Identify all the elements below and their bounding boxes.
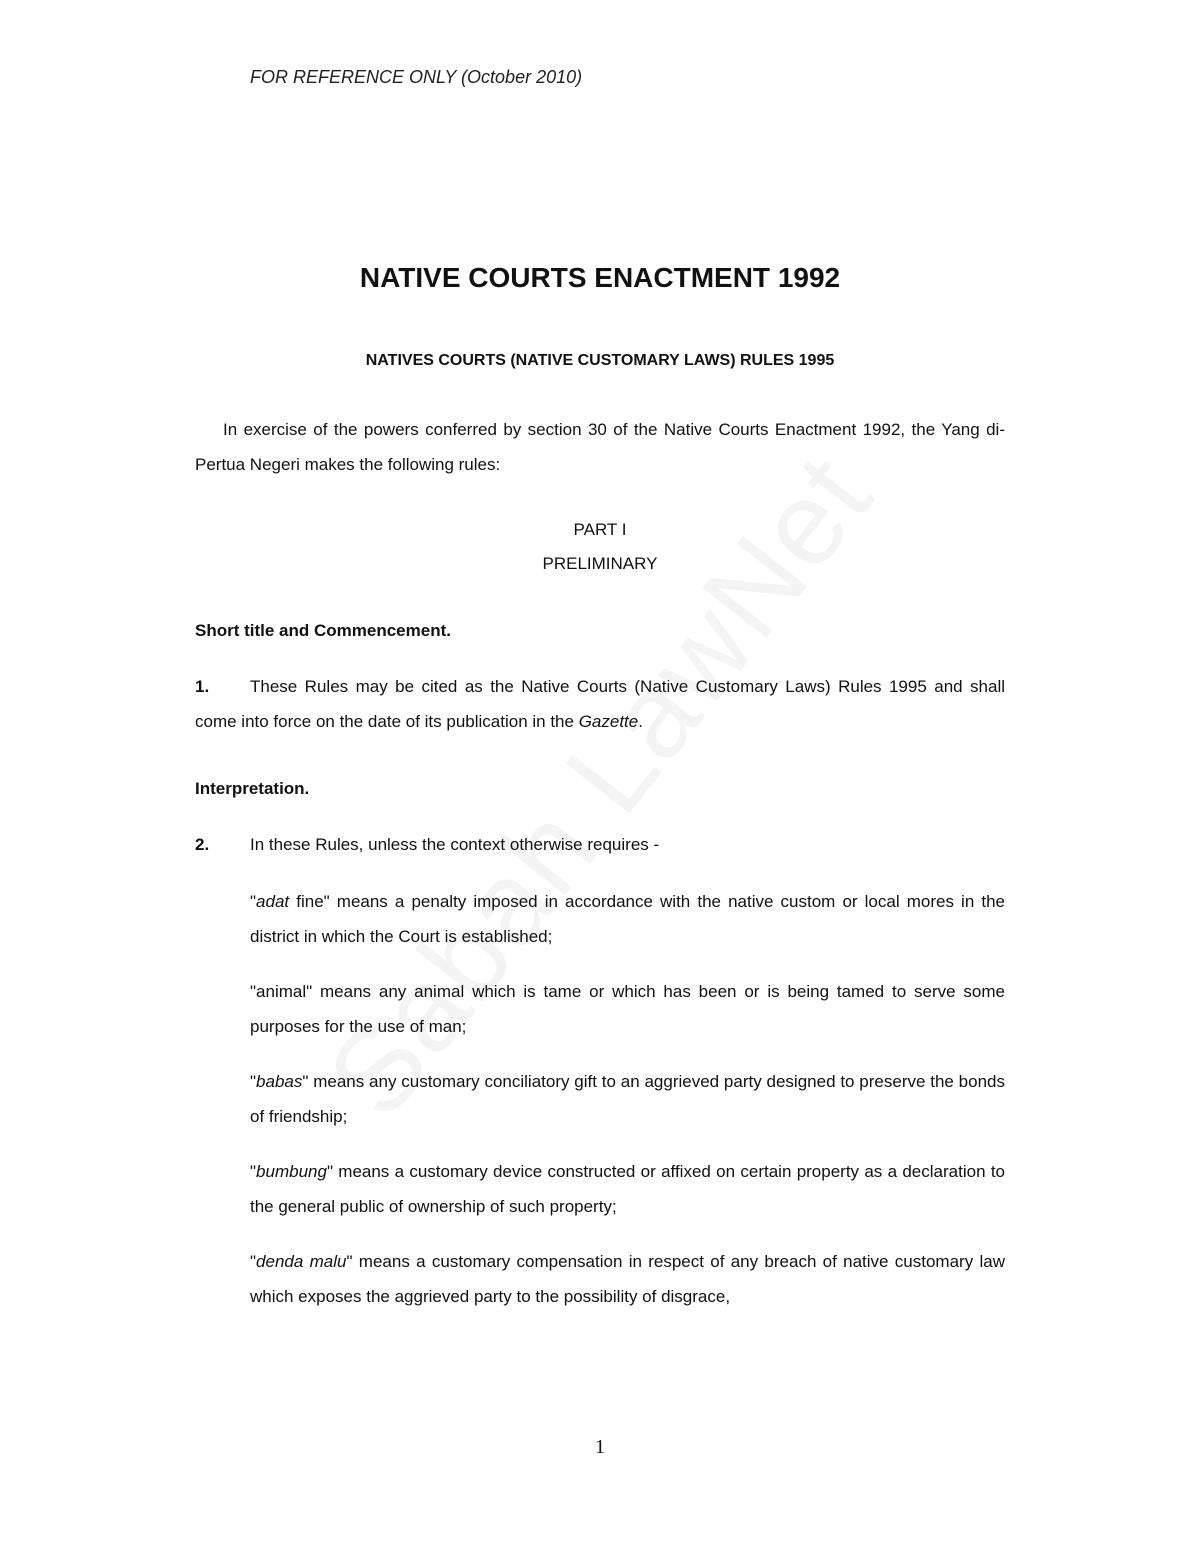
section-2-number: 2. <box>195 835 210 854</box>
definition-text: means any customary conciliatory gift to an aggrieved party designed to preserve the bonds of friendship; <box>250 1072 1005 1126</box>
section-1-text: These Rules may be cited as the Native Courts (Native Customary Laws) Rules 1995 and shall come into force on the date of its publication in the <box>195 677 1005 731</box>
definition-text: means a customary compensation in respect of any breach of native customary law which exposes the aggrieved party to the possibility of disgrace, <box>250 1252 1006 1306</box>
definition-text: means a customary device constructed or affixed on certain property as a declaration to the general public of ownership of such property; <box>250 1162 1005 1216</box>
definition-animal <box>250 975 1005 1044</box>
section-1-body <box>195 670 1005 739</box>
document-title: NATIVE COURTS ENACTMENT 1992 <box>359 262 841 293</box>
section-2-text: In these Rules, unless the context otherwise requires - <box>250 835 660 854</box>
definition-bumbung <box>250 1155 1005 1224</box>
definition-quote: " <box>302 1072 309 1091</box>
section-heading-interpretation: Interpretation. <box>195 779 310 798</box>
definition-quote: " <box>250 892 257 911</box>
reference-note: FOR REFERENCE ONLY (October 2010) <box>250 67 583 87</box>
section-1-end: . <box>638 711 643 731</box>
definition-quote: " <box>250 1162 257 1181</box>
section-heading-short-title: Short title and Commencement. <box>195 621 451 640</box>
document-subtitle: NATIVES COURTS (NATIVE CUSTOMARY LAWS) RULES 1995 <box>365 352 835 369</box>
section-1-number: 1. <box>195 677 210 696</box>
definition-term: adat <box>256 892 290 911</box>
definition-text: means a penalty imposed in accordance with the native custom or local mores in the district in which the Court is established; <box>250 892 1005 946</box>
part-title: PRELIMINARY <box>542 554 658 573</box>
definition-quote: " <box>326 1162 333 1181</box>
part-label: PART I <box>573 520 627 539</box>
definition-term: bumbung <box>256 1162 327 1181</box>
definition-quote: " <box>250 1252 257 1271</box>
definition-term: babas <box>256 1072 303 1091</box>
definition-quote: " <box>346 1252 353 1271</box>
definition-quote: " <box>250 1072 257 1091</box>
gazette-text: Gazette <box>578 711 639 731</box>
definition-quote: "animal" <box>250 982 313 1001</box>
definition-babas <box>250 1065 1005 1134</box>
definition-adat-fine <box>250 885 1005 954</box>
definition-denda-malu <box>250 1245 1005 1314</box>
definition-quote: fine" <box>289 892 330 911</box>
definition-text: means any animal which is tame or which has been or is being tamed to serve some purposes for the use of man; <box>250 982 1005 1036</box>
intro-paragraph: In exercise of the powers conferred by section 30 of the Native Courts Enactment 1992, the Yang di-Pertua Negeri makes the following rules: <box>195 420 1005 474</box>
page-number: 1 <box>595 1436 605 1458</box>
definition-term: denda malu <box>256 1252 347 1271</box>
